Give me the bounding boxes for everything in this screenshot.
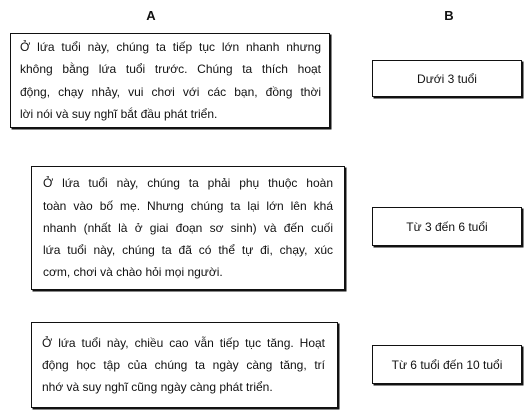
age-label: Dưới 3 tuổi xyxy=(417,71,477,86)
age-label: Từ 3 đến 6 tuổi xyxy=(406,219,488,234)
description-line: động, chạy nhảy, vui chơi với các bạn, đồng thời xyxy=(20,84,321,99)
column-a-header: A xyxy=(146,8,156,23)
description-box-2 xyxy=(31,166,345,290)
description-line: nhanh (nhất là ở giai đoạn sơ sinh) và đến cuối xyxy=(43,220,333,235)
description-line: Ở lứa tuổi này, chúng ta phải phụ thuộc hoàn xyxy=(43,176,333,191)
description-line: Ở lứa tuổi này, chiều cao vẫn tiếp tục tăng. Hoạt xyxy=(42,335,325,350)
description-line: lứa tuổi này, chúng ta đã có thể tự đi, chạy, xúc xyxy=(43,243,333,258)
column-b-header: B xyxy=(444,8,454,23)
description-box-3 xyxy=(31,322,338,408)
description-line: toàn vào bố mẹ. Nhưng chúng ta lại lớn lên khá xyxy=(43,198,333,213)
age-box-3 xyxy=(372,345,522,384)
description-line: động học tập của chúng ta ngày càng tăng, trí xyxy=(42,357,325,372)
age-box-1 xyxy=(372,60,522,97)
description-box-1 xyxy=(10,33,330,128)
description-line: không bằng lứa tuổi trước. Chúng ta thích hoạt xyxy=(20,62,321,77)
age-label: Từ 6 tuổi đến 10 tuổi xyxy=(391,357,503,372)
description-line: nhớ và suy nghĩ cũng ngày càng phát triển. xyxy=(42,380,273,395)
description-line: cơm, chơi và chào hỏi mọi người. xyxy=(43,265,223,280)
description-line: Ở lứa tuổi này, chúng ta tiếp tục lớn nhanh nhưng xyxy=(20,40,321,55)
age-box-2 xyxy=(372,207,522,246)
description-line: lời nói và suy nghĩ bắt đầu phát triển. xyxy=(20,106,218,121)
